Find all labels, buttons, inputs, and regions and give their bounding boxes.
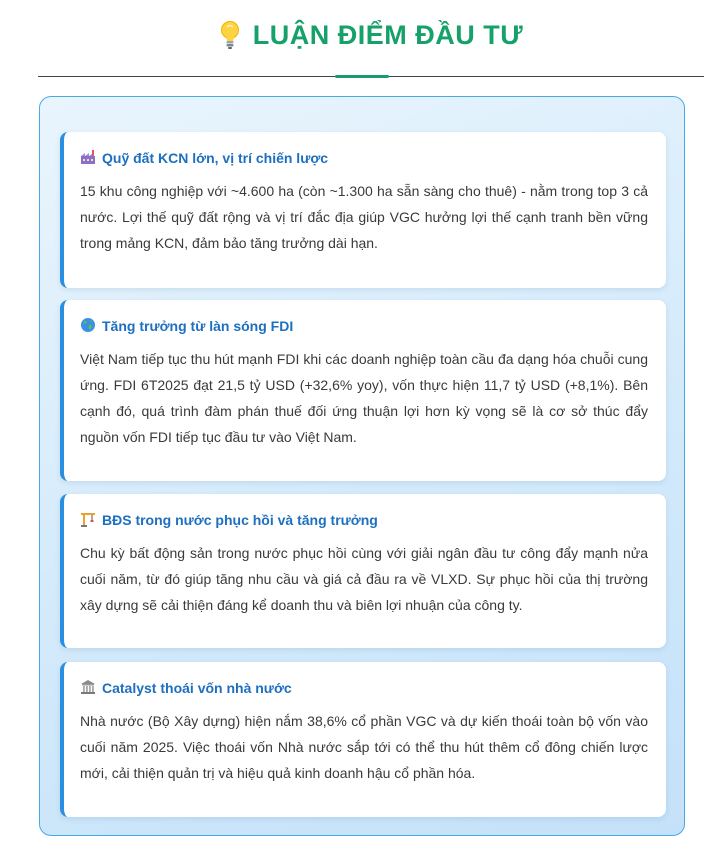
page-title — [219, 20, 523, 51]
card-body: 15 khu công nghiệp với ~4.600 ha (còn ~1.300 ha sẵn sàng cho thuê) - nằm trong top 3 cả nước. Lợi thế quỹ đất rộng và vị trí đắc địa giúp VGC hưởng lợi thế cạnh tranh bền vững trong mảng KCN, đảm bảo tăng trưởng dài hạn. — [80, 183, 648, 251]
globe-icon — [80, 317, 96, 336]
thesis-card-divestment — [60, 662, 666, 817]
section-header — [38, 0, 704, 77]
card-title-text: BĐS trong nước phục hồi và tăng trưởng — [102, 512, 378, 528]
thesis-card-real-estate — [60, 494, 666, 648]
card-title — [80, 679, 648, 697]
lightbulb-icon — [219, 20, 241, 50]
government-building-icon — [80, 679, 96, 698]
card-title — [80, 317, 648, 335]
card-title-text: Tăng trưởng từ làn sóng FDI — [102, 318, 294, 334]
card-title-text: Catalyst thoái vốn nhà nước — [102, 680, 292, 696]
card-title — [80, 149, 648, 167]
card-title — [80, 511, 648, 529]
card-body: Chu kỳ bất động sản trong nước phục hồi cùng với giải ngân đầu tư công đẩy mạnh nửa cuối năm, từ đó giúp tăng nhu cầu và giá cả đầu ra về VLXD. Sự phục hồi của thị trường xây dựng sẽ cải thiện đáng kể doanh thu và biên lợi nhuận của công ty. — [80, 545, 648, 613]
thesis-card-fdi — [60, 300, 666, 481]
construction-crane-icon — [80, 511, 96, 530]
factory-icon — [80, 149, 96, 168]
investment-thesis-panel — [39, 96, 685, 836]
page-title-text: LUẬN ĐIỂM ĐẦU TƯ — [252, 19, 524, 50]
card-body: Nhà nước (Bộ Xây dựng) hiện nắm 38,6% cổ phần VGC và dự kiến thoái toàn bộ vốn vào cuối năm 2025. Việc thoái vốn Nhà nước sắp tới có thể thu hút thêm cổ đông chiến lược mới, cải thiện quản trị và hiệu quả kinh doanh hậu cổ phần hóa. — [80, 713, 648, 781]
title-underline-accent — [335, 75, 389, 78]
thesis-card-industrial-land — [60, 132, 666, 288]
card-title-text: Quỹ đất KCN lớn, vị trí chiến lược — [102, 150, 329, 166]
card-body: Việt Nam tiếp tục thu hút mạnh FDI khi các doanh nghiệp toàn cầu đa dạng hóa chuỗi cung ứng. FDI 6T2025 đạt 21,5 tỷ USD (+32,6% yoy), vốn thực hiện 11,7 tỷ USD (+8,1%). Bên cạnh đó, quá trình đàm phán thuế đối ứng thuận lợi hơn kỳ vọng sẽ là cơ sở thúc đẩy nguồn vốn FDI tiếp tục đầu tư vào Việt Nam. — [80, 351, 648, 445]
